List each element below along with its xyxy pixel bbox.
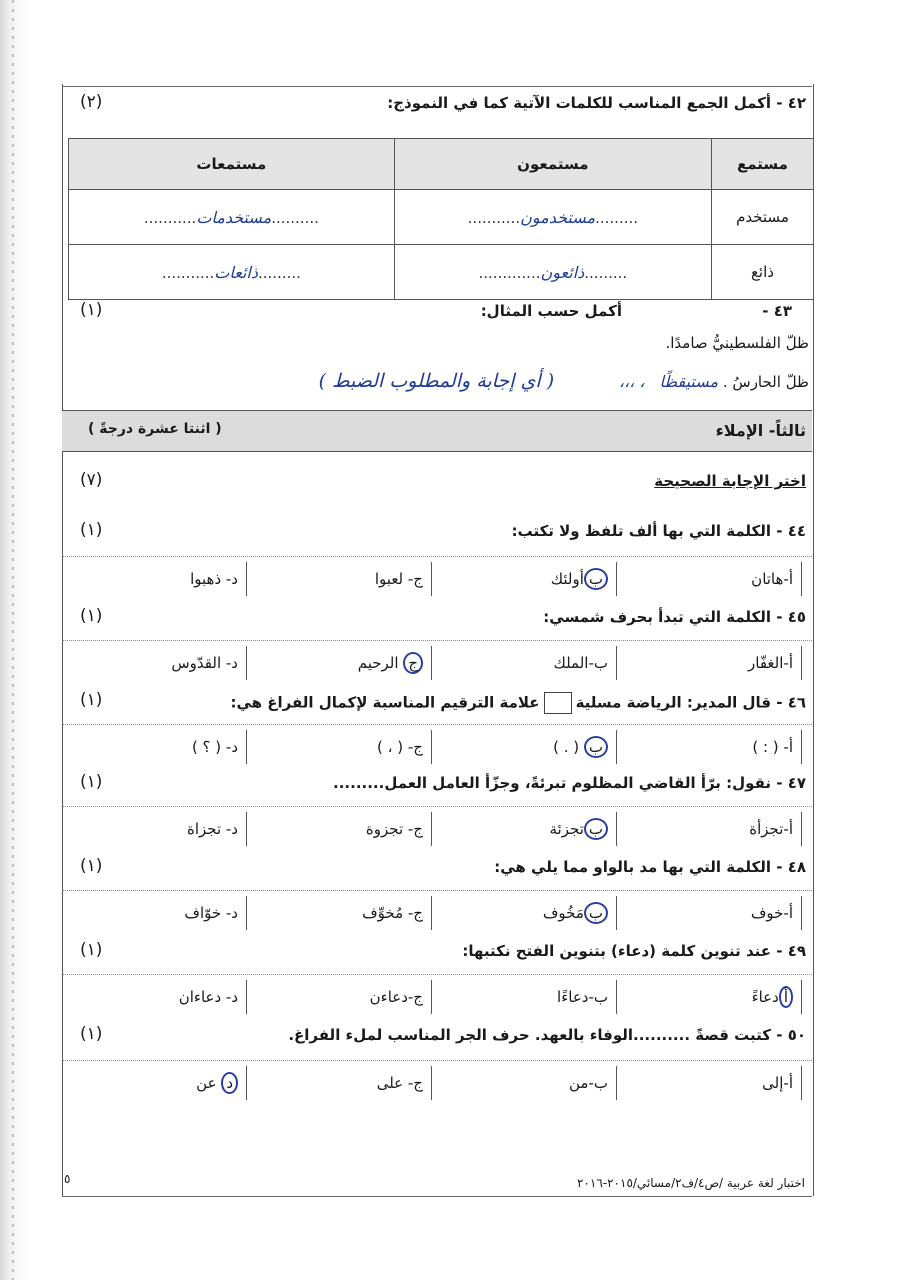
q46-text-after: علامة الترقيم المناسبة لإكمال الفراغ هي: <box>230 693 540 712</box>
section-score: ( اثنتا عشرة درجةً ) <box>88 421 222 437</box>
selected-marker: د <box>221 1072 238 1094</box>
selected-marker: ب <box>584 568 608 590</box>
q46-mark: (١) <box>80 690 103 710</box>
choose-title: اختر الإجابة الصحيحة <box>654 472 806 490</box>
selected-marker: ج <box>403 652 423 674</box>
q47-mark: (١) <box>80 772 103 792</box>
q46-text: ٤٦ - قال المدير: الرياضة مسلية <box>575 693 806 712</box>
option-a[interactable]: أ-الغفّار <box>617 646 802 680</box>
option-b[interactable]: بمَخُوف <box>432 896 617 930</box>
q49-mark: (١) <box>80 940 103 960</box>
separator <box>62 806 812 807</box>
word-cell: مستخدم <box>711 190 813 245</box>
q44-options <box>62 562 802 598</box>
q50-options <box>62 1066 802 1102</box>
separator <box>62 1060 812 1061</box>
q43-example: ظلّ الفلسطينيُّ صامدًا. <box>665 334 809 352</box>
q50-text: ٥٠ - كتبت قصةً ..........الوفاء بالعهد. حرف الجر المناسب لملء الفراغ. <box>288 1026 806 1044</box>
option-a[interactable]: أدعاءً <box>617 980 802 1014</box>
answer-cell: .........ذائعات........... <box>69 245 395 300</box>
option-a[interactable]: أ-خوف <box>617 896 802 930</box>
answer-text: ذائعون <box>540 262 585 282</box>
q49-header <box>62 938 812 968</box>
plural-table <box>68 138 814 300</box>
blank-box <box>544 692 572 714</box>
answer-cell: ..........مستخدمات........... <box>69 190 395 245</box>
q49-text: ٤٩ - عند تنوين كلمة (دعاء) بتنوين الفتح نكتبها: <box>462 942 806 960</box>
header-masc-plural: مستمعون <box>394 139 711 190</box>
option-d[interactable]: د عن <box>62 1066 247 1100</box>
q48-options <box>62 896 802 932</box>
q46-line <box>230 692 806 714</box>
answer-text: مستخدمات <box>196 207 272 227</box>
option-b[interactable]: بأولئك <box>432 562 617 596</box>
q42-text: ٤٢ - أكمل الجمع المناسب للكلمات الآتية كما في النموذج: <box>387 94 806 112</box>
q43-number: ٤٣ - <box>762 302 792 320</box>
answer-cell: .........ذائعون............. <box>394 245 711 300</box>
separator <box>62 890 812 891</box>
q45-header <box>62 604 812 634</box>
option-a[interactable]: أ-تجزأة <box>617 812 802 846</box>
plural-table-head <box>69 139 814 190</box>
option-b[interactable]: ب-من <box>432 1066 617 1100</box>
option-b[interactable]: ب-الملك <box>432 646 617 680</box>
selected-marker: ب <box>584 818 608 840</box>
page-number: ٥ <box>64 1172 71 1186</box>
option-c[interactable]: ج- على <box>247 1066 432 1100</box>
q44-header <box>62 518 812 548</box>
answer-text: ذائعات <box>214 262 258 282</box>
choose-header <box>62 468 812 498</box>
q47-options <box>62 812 802 848</box>
q48-mark: (١) <box>80 856 103 876</box>
q43-prompt: ظلّ الحارسُ . <box>722 373 809 391</box>
separator <box>62 724 812 725</box>
bottom-rule <box>62 1196 812 1197</box>
q45-options <box>62 646 802 682</box>
separator <box>62 640 812 641</box>
q48-header <box>62 854 812 884</box>
option-a[interactable]: أ-هاتان <box>617 562 802 596</box>
q43-text: أكمل حسب المثال: <box>480 302 622 320</box>
answer-cell: .........مستخدمون........... <box>394 190 711 245</box>
scan-edge <box>0 0 30 1280</box>
q46-header <box>62 688 812 718</box>
q43-mark: (١) <box>80 300 103 320</box>
option-a[interactable]: أ-إلى <box>617 1066 802 1100</box>
q45-text: ٤٥ - الكلمة التي تبدأ بحرف شمسي: <box>543 608 806 626</box>
option-c[interactable]: ج الرحيم <box>247 646 432 680</box>
choose-mark: (٧) <box>80 470 103 490</box>
q43-answer: مستيقظًا <box>659 372 719 391</box>
option-d[interactable]: د- القدّوس <box>62 646 247 680</box>
option-c[interactable]: ج- مُخوِّف <box>247 896 432 930</box>
q46-options <box>62 730 802 766</box>
option-d[interactable]: د- ذهبوا <box>62 562 247 596</box>
top-rule <box>62 86 812 87</box>
q42-header <box>62 90 812 120</box>
q45-mark: (١) <box>80 606 103 626</box>
header-fem-plural: مستمعات <box>69 139 395 190</box>
option-c[interactable]: ج- تجزوة <box>247 812 432 846</box>
q47-text: ٤٧ - نقول: برّأ القاضي المظلوم تبرئةً، وجزّأ العامل العمل......... <box>333 774 806 792</box>
option-d[interactable]: د- تجزاة <box>62 812 247 846</box>
q43-note: ( أي إجابة والمطلوب الضبط ) <box>318 370 555 392</box>
section-header <box>62 410 812 452</box>
q43-answer-line: ظلّ الحارسُ . مستيقظًا ، ،،، ( أي إجابة والمطلوب الضبط ) <box>318 370 809 392</box>
q50-header <box>62 1022 812 1052</box>
table-row <box>69 190 814 245</box>
option-a[interactable]: أ- ( : ) <box>617 730 802 764</box>
answer-text: مستخدمون <box>520 207 596 227</box>
selected-marker: ب <box>584 736 608 758</box>
section-title: ثالثاً- الإملاء <box>715 421 806 440</box>
q42-mark: (٢) <box>80 92 103 112</box>
word-cell: ذائع <box>711 245 813 300</box>
q48-text: ٤٨ - الكلمة التي بها مد بالواو مما يلي هي: <box>494 858 806 876</box>
option-c[interactable]: ج- لعبوا <box>247 562 432 596</box>
selected-marker: أ <box>779 986 793 1008</box>
option-d[interactable]: د- ( ؟ ) <box>62 730 247 764</box>
q44-text: ٤٤ - الكلمة التي بها ألف تلفظ ولا تكتب: <box>511 522 806 540</box>
option-b[interactable]: ب-دعاءًا <box>432 980 617 1014</box>
separator <box>62 556 812 557</box>
header-singular: مستمع <box>711 139 813 190</box>
q43-header <box>62 298 812 328</box>
option-d[interactable]: د- دعاءان <box>62 980 247 1014</box>
q47-header <box>62 770 812 800</box>
separator <box>62 974 812 975</box>
table-row <box>69 245 814 300</box>
option-b[interactable]: ب ( . ) <box>432 730 617 764</box>
option-c[interactable]: ج-دعاءن <box>247 980 432 1014</box>
selected-marker: ب <box>584 902 608 924</box>
option-b[interactable]: بتجزئة <box>432 812 617 846</box>
q44-mark: (١) <box>80 520 103 540</box>
option-d[interactable]: د- خوّاف <box>62 896 247 930</box>
q50-mark: (١) <box>80 1024 103 1044</box>
footer-text: اختبار لغة عربية /ص٤/ف٢/مسائي/٢٠١٥-٢٠١٦ <box>576 1176 805 1190</box>
option-c[interactable]: ج- ( ، ) <box>247 730 432 764</box>
q49-options <box>62 980 802 1016</box>
